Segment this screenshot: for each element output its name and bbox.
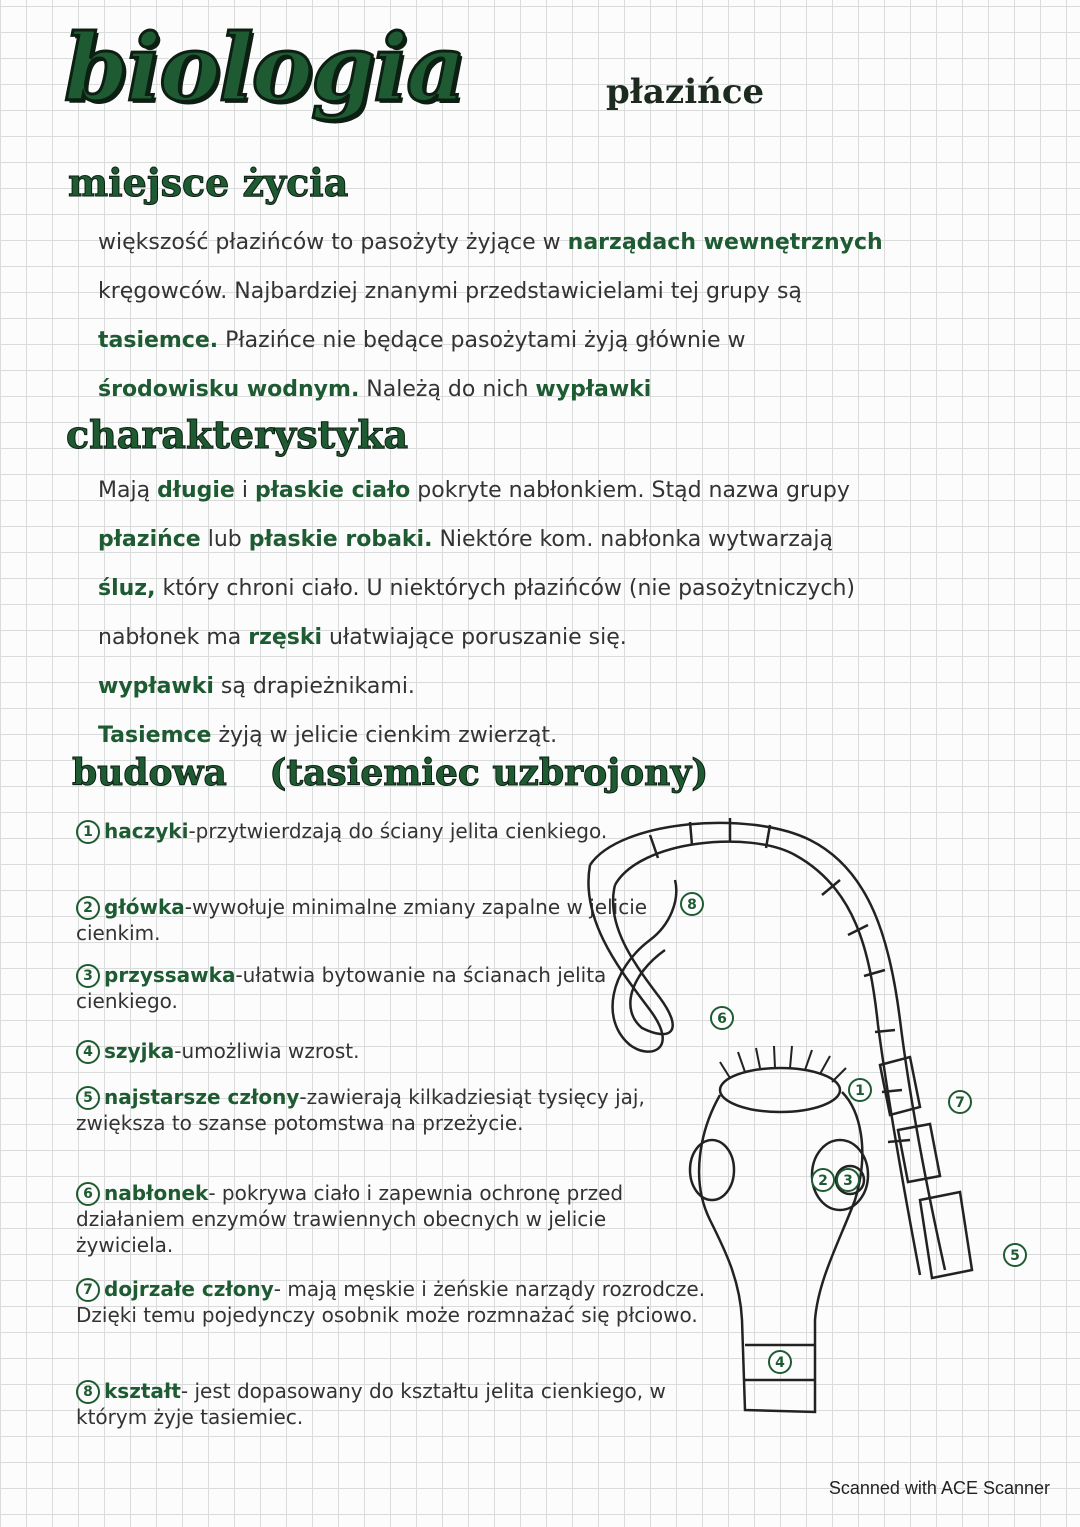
oldest-segment <box>920 1192 972 1278</box>
diagram-label <box>849 1079 871 1101</box>
structure-item: 3 przyssawka-ułatwia bytowanie na ścianach jelita cienkiego. <box>76 963 607 1013</box>
item-number-badge: 8 <box>76 1380 100 1404</box>
section-heading-characteristics: charakterystyka <box>66 412 409 457</box>
item-number-badge: 1 <box>76 820 100 844</box>
svg-text:1: 1 <box>855 1083 865 1099</box>
habitat-line: tasiemce. Płazińce nie będące pasożytami żyją głównie w <box>98 328 746 353</box>
characteristics-line: Mają długie i płaskie ciało pokryte nabłonkiem. Stąd nazwa grupy <box>98 478 850 503</box>
characteristics-line: Tasiemce żyją w jelicie cienkim zwierząt. <box>98 723 558 748</box>
structure-heading-main: budowa <box>72 752 227 794</box>
habitat-line: kręgowców. Najbardziej znanymi przedstawicielami tej grupy są <box>98 279 802 304</box>
sucker <box>690 1140 734 1200</box>
item-number-badge: 2 <box>76 896 100 920</box>
habitat-paragraph <box>98 218 1018 414</box>
diagram-label <box>769 1351 791 1373</box>
diagram-label <box>812 1169 834 1191</box>
tapeworm-body-inner <box>615 842 920 1275</box>
structure-item: 8 kształt- jest dopasowany do kształtu jelita cienkiego, w którym żyje tasiemiec. <box>76 1379 666 1429</box>
habitat-line: środowisku wodnym. Należą do nich wypławki <box>98 377 652 402</box>
svg-text:8: 8 <box>687 897 697 913</box>
structure-item: 6 nabłonek- pokrywa ciało i zapewnia ochronę przed działaniem enzymów trawiennych obecnych w jelicie żywiciela. <box>76 1181 624 1257</box>
item-number-badge: 7 <box>76 1278 100 1302</box>
tapeworm-diagram <box>580 800 1040 1450</box>
diagram-label <box>1004 1244 1026 1266</box>
structure-item: 1 haczyki-przytwierdzają do ściany jelita cienkiego. <box>76 818 686 844</box>
page-title: biologia <box>64 14 464 122</box>
svg-text:2: 2 <box>818 1173 828 1189</box>
item-number-badge: 4 <box>76 1040 100 1064</box>
characteristics-line: nabłonek ma rzęski ułatwiające poruszanie się. <box>98 625 627 650</box>
diagram-label <box>681 893 703 915</box>
characteristics-line: śluz, który chroni ciało. U niektórych płazińców (nie pasożytniczych) <box>98 576 855 601</box>
svg-text:3: 3 <box>843 1173 853 1189</box>
structure-item: 5 najstarsze człony-zawierają kilkadziesiąt tysięcy jaj, zwiększa to szanse potomstwa na przeżycie. <box>76 1085 645 1135</box>
svg-text:5: 5 <box>1010 1248 1020 1264</box>
structure-item: 2 główka-wywołuje minimalne zmiany zapalne w jelicie cienkim. <box>76 895 648 945</box>
item-number-badge: 3 <box>76 964 100 988</box>
structure-heading-sub: (tasiemiec uzbrojony) <box>269 752 709 794</box>
diagram-label <box>949 1091 971 1113</box>
mature-segment <box>898 1124 940 1182</box>
section-heading-habitat: miejsce życia <box>68 160 349 205</box>
diagram-label <box>711 1007 733 1029</box>
hooks-crown <box>720 1068 840 1112</box>
svg-text:7: 7 <box>955 1095 965 1111</box>
diagram-label <box>837 1169 859 1191</box>
structure-item: 4 szyjka-umożliwia wzrost. <box>76 1038 686 1064</box>
item-number-badge: 5 <box>76 1086 100 1110</box>
svg-text:6: 6 <box>717 1011 727 1027</box>
habitat-line: większość płazińców to pasożyty żyjące w narządach wewnętrznych <box>98 230 883 255</box>
scanner-watermark: Scanned with ACE Scanner <box>828 1478 1050 1498</box>
structure-item: 7 dojrzałe człony- mają męskie i żeńskie narządy rozrodcze. Dzięki temu pojedynczy osobnik może rozmnażać się płciowo. <box>76 1277 706 1327</box>
characteristics-paragraph <box>98 466 1038 760</box>
svg-text:4: 4 <box>775 1355 785 1371</box>
page-subtitle: płazińce <box>606 72 765 112</box>
characteristics-line: płazińce lub płaskie robaki. Niektóre kom. nabłonka wytwarzają <box>98 527 833 552</box>
item-number-badge: 6 <box>76 1182 100 1206</box>
characteristics-line: wypławki są drapieżnikami. <box>98 674 415 699</box>
tapeworm-body-outer <box>590 823 945 1270</box>
section-heading-structure <box>72 752 708 794</box>
